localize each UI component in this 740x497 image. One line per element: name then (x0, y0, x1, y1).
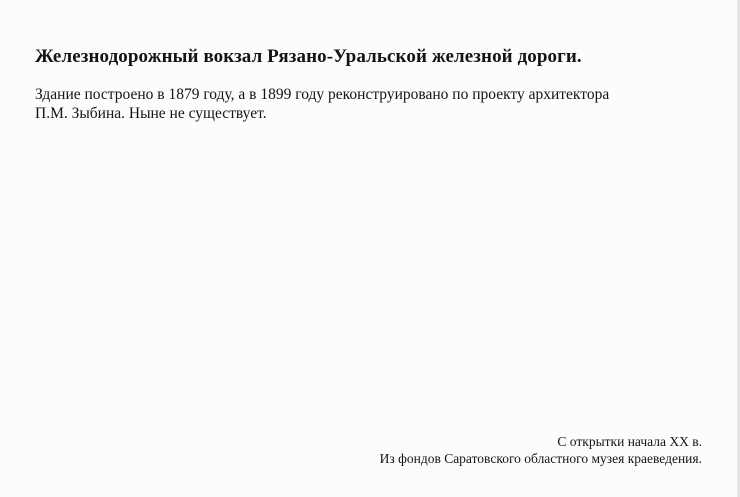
card-title: Железнодорожный вокзал Рязано-Уральской железной дороги. (35, 46, 582, 67)
card-credits (380, 433, 702, 467)
description-line-1: Здание построено в 1879 году, а в 1899 году реконструировано по проекту архитектора (35, 86, 610, 103)
credit-line-source: С открытки начала XX в. (557, 434, 702, 449)
credit-line-museum: Из фондов Саратовского областного музея краеведения. (379, 451, 702, 466)
card-description (35, 85, 675, 123)
description-line-2: П.М. Зыбина. Ныне не существует. (35, 105, 267, 122)
